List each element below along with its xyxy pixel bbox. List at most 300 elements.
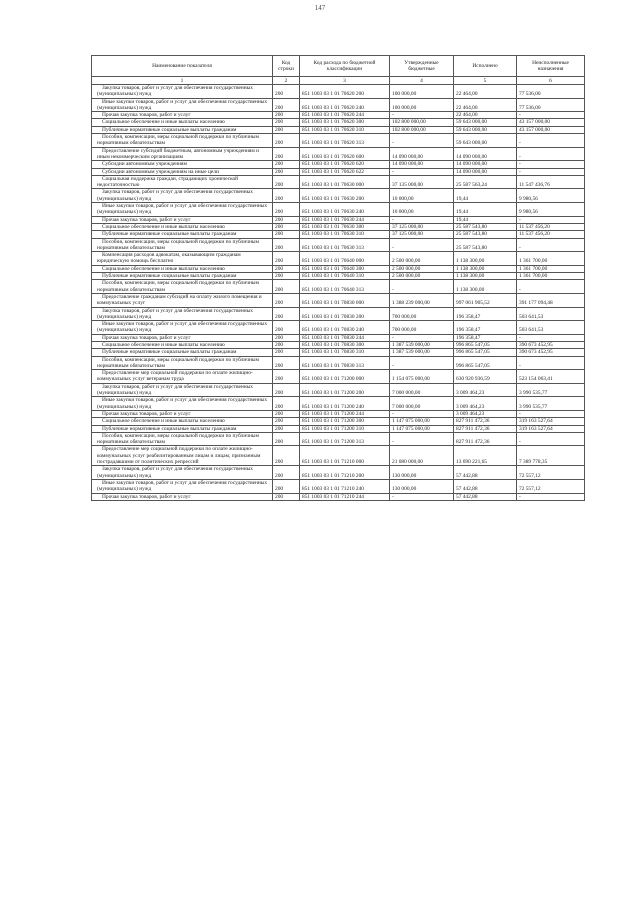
row-code: 200 [273,216,300,223]
expense-code: 851 1003 03 1 01 70630 000 [300,175,390,189]
row-name-cell [92,356,273,370]
expense-code: 851 1003 03 1 01 70620 600 [300,147,390,161]
executed-amount: 13 690 221,65 [454,446,517,466]
column-number: 6 [517,77,585,85]
row-code: 200 [273,189,300,203]
expense-code: 851 1003 03 1 01 70630 240 [300,203,390,217]
table-row [92,161,585,168]
table-row [92,293,585,307]
row-code: 200 [273,112,300,119]
approved-amount: - [390,112,454,119]
table-row [92,98,585,112]
row-name: Субсидии автономным учреждениям на иные цели [102,168,219,175]
table-row [92,466,585,480]
unexecuted-amount: 11 537 456,20 [517,231,585,238]
executed-amount: 630 920 936,59 [454,370,517,384]
row-name-cell [92,134,273,148]
expense-code: 851 1003 03 1 01 70620 620 [300,161,390,168]
table-row [92,175,585,189]
row-code: 200 [273,231,300,238]
row-name-cell [92,85,273,99]
approved-amount: 2 500 000,00 [390,265,454,272]
approved-amount: 1 388 239 000,00 [390,293,454,307]
approved-amount: - [390,356,454,370]
row-name-cell [92,203,273,217]
budget-execution-table [91,55,585,501]
row-name: Социальное обеспечение и иные выплаты населению [102,265,225,272]
expense-code: 851 1003 03 1 01 71200 200 [300,383,390,397]
expense-code: 851 1003 03 1 01 70620 240 [300,98,390,112]
approved-amount: 102 800 000,00 [390,126,454,133]
row-name: Публичные нормативные социальные выплаты гражданам [102,349,237,356]
executed-amount: 19,44 [454,203,517,217]
approved-amount: 102 800 000,00 [390,119,454,126]
row-name: Публичные нормативные социальные выплаты гражданам [102,126,237,133]
table-row [92,418,585,425]
approved-amount: 100 000,00 [390,85,454,99]
unexecuted-amount: 3 990 535,77 [517,383,585,397]
row-name-cell [92,425,273,432]
approved-amount: 700 000,00 [390,307,454,321]
row-name: Публичные нормативные социальные выплаты гражданам [102,425,237,432]
row-code: 200 [273,370,300,384]
expense-code: 851 1003 03 1 01 70620 622 [300,168,390,175]
executed-amount: 996 865 547,05 [454,341,517,348]
table-row [92,410,585,417]
table-row [92,231,585,238]
row-code: 200 [273,265,300,272]
approved-amount: 10 000,00 [390,203,454,217]
row-name: Прочая закупка товаров, работ и услуг [102,493,191,500]
expense-code: 851 1003 03 1 01 70830 200 [300,307,390,321]
row-name: Закупка товаров, работ и услуг для обеспечения государственных (муниципальных) нужд [97,189,253,202]
row-name: Социальная поддержка граждан, страдающих хронической недостаточностью [97,175,239,189]
row-code: 200 [273,252,300,266]
unexecuted-amount: 9 980,56 [517,203,585,217]
table-row [92,203,585,217]
expense-code: 851 1003 03 1 01 70640 310 [300,273,390,280]
unexecuted-amount: 391 177 094,48 [517,293,585,307]
row-name-cell [92,334,273,341]
row-name-cell [92,175,273,189]
executed-amount: 1 138 300,00 [454,252,517,266]
row-name-cell [92,280,273,294]
table-row [92,265,585,272]
row-name-cell [92,410,273,417]
approved-amount: 7 000 000,00 [390,397,454,411]
expense-code: 851 1003 03 1 01 71210 200 [300,466,390,480]
approved-amount: 1 147 075 000,00 [390,425,454,432]
row-code: 200 [273,119,300,126]
executed-amount: 57 442,88 [454,493,517,500]
unexecuted-amount: - [517,112,585,119]
executed-amount: 14 090 000,00 [454,147,517,161]
row-name-cell [92,98,273,112]
table-row [92,85,585,99]
row-name: Закупка товаров, работ и услуг для обеспечения государственных (муниципальных) нужд [97,307,253,320]
table-row [92,479,585,493]
executed-amount: 59 643 000,00 [454,119,517,126]
approved-amount: - [390,334,454,341]
row-name-cell [92,446,273,466]
approved-amount: 1 147 075 000,00 [390,418,454,425]
approved-amount: 100 000,00 [390,98,454,112]
expense-code: 851 1003 03 1 01 71200 240 [300,397,390,411]
row-name: Пособия, компенсации, меры социальной поддержки по публичным нормативным обязательствам [97,134,259,147]
unexecuted-amount: 43 157 000,00 [517,126,585,133]
table-row [92,189,585,203]
unexecuted-amount: 319 163 527,64 [517,418,585,425]
approved-amount: 1 387 539 000,00 [390,341,454,348]
executed-amount: 25 587 563,24 [454,175,517,189]
row-name-cell [92,168,273,175]
row-name: Публичные нормативные социальные выплаты гражданам [102,231,237,238]
row-code: 200 [273,203,300,217]
executed-amount: 57 442,88 [454,479,517,493]
row-name-cell [92,231,273,238]
table-row [92,112,585,119]
row-name-cell [92,370,273,384]
approved-amount: 10 000,00 [390,189,454,203]
table-row [92,252,585,266]
row-name-cell [92,493,273,500]
approved-amount: 130 000,00 [390,466,454,480]
unexecuted-amount: - [517,334,585,341]
executed-amount: 25 587 543,80 [454,223,517,230]
row-name: Прочая закупка товаров, работ и услуг [102,334,191,341]
header-executed: Исполнено [454,56,517,77]
row-name-cell [92,216,273,223]
expense-code: 851 1003 03 1 01 70620 313 [300,134,390,148]
table-row [92,147,585,161]
unexecuted-amount: 11 547 436,76 [517,175,585,189]
row-code: 200 [273,98,300,112]
expense-code: 851 1003 03 1 01 71200 000 [300,370,390,384]
unexecuted-amount: - [517,147,585,161]
unexecuted-amount: 72 557,12 [517,466,585,480]
unexecuted-amount: 7 389 778,35 [517,446,585,466]
row-code: 200 [273,446,300,466]
table-row [92,432,585,446]
column-number: 3 [300,77,390,85]
unexecuted-amount: - [517,493,585,500]
approved-amount: 1 387 539 000,00 [390,349,454,356]
row-name-cell [92,147,273,161]
expense-code: 851 1003 03 1 01 71210 244 [300,493,390,500]
header-row-code: Код строки [273,56,300,77]
unexecuted-amount: 3 990 535,77 [517,397,585,411]
row-name: Пособия, компенсации, меры социальной поддержки по публичным нормативным обязательствам [97,356,259,369]
unexecuted-amount: - [517,168,585,175]
approved-amount: 37 135 000,00 [390,175,454,189]
approved-amount: - [390,238,454,252]
approved-amount: - [390,432,454,446]
unexecuted-amount: 523 154 063,41 [517,370,585,384]
approved-amount: - [390,134,454,148]
expense-code: 851 1003 03 1 01 70620 244 [300,112,390,119]
row-name-cell [92,238,273,252]
row-name-cell [92,397,273,411]
row-code: 200 [273,418,300,425]
unexecuted-amount: 390 673 452,95 [517,349,585,356]
row-code: 200 [273,293,300,307]
unexecuted-amount: 11 537 456,20 [517,223,585,230]
row-code: 200 [273,397,300,411]
table-row [92,383,585,397]
row-name: Социальное обеспечение и иные выплаты населению [102,119,225,126]
expense-code: 851 1003 03 1 01 70630 310 [300,231,390,238]
executed-amount: 3 009 464,23 [454,397,517,411]
unexecuted-amount: 503 641,53 [517,321,585,335]
row-name-cell [92,161,273,168]
row-name-cell [92,252,273,266]
row-name-cell [92,293,273,307]
executed-amount: 19,44 [454,189,517,203]
row-name-cell [92,112,273,119]
unexecuted-amount: 77 536,00 [517,85,585,99]
table-row [92,307,585,321]
expense-code: 851 1003 03 1 01 70620 300 [300,119,390,126]
approved-amount: 37 125 000,00 [390,223,454,230]
approved-amount: 700 000,00 [390,321,454,335]
approved-amount: 37 125 000,00 [390,231,454,238]
expense-code: 851 1003 03 1 01 70830 244 [300,334,390,341]
row-code: 200 [273,307,300,321]
table-row [92,341,585,348]
row-name: Предоставление субсидий бюджетным, автономным учреждениям и иным некоммерческим организациям [97,147,260,160]
row-code: 200 [273,341,300,348]
header-name: Наименование показателя [92,56,273,77]
executed-amount: 14 090 000,00 [454,161,517,168]
row-name-cell [92,119,273,126]
row-name: Иные закупки товаров, работ и услуг для обеспечения государственных (муниципальных) нужд [97,321,268,334]
header-unexecuted: Неисполненные назначения [517,56,585,77]
unexecuted-amount: - [517,280,585,294]
table-row [92,134,585,148]
executed-amount: 996 865 547,05 [454,349,517,356]
approved-amount: 1 154 075 000,00 [390,370,454,384]
expense-code: 851 1003 03 1 01 71200 300 [300,418,390,425]
row-name-cell [92,223,273,230]
executed-amount: 827 911 472,36 [454,425,517,432]
row-name-cell [92,321,273,335]
executed-amount: 196 358,47 [454,321,517,335]
expense-code: 851 1003 03 1 01 71210 240 [300,479,390,493]
row-code: 200 [273,493,300,500]
executed-amount: 22 464,00 [454,85,517,99]
approved-amount: - [390,493,454,500]
row-code: 200 [273,161,300,168]
unexecuted-amount: - [517,161,585,168]
row-name: Социальное обеспечение и иные выплаты населению [102,418,225,425]
row-name-cell [92,341,273,348]
unexecuted-amount: - [517,216,585,223]
row-name: Компенсация расходов адвокатам, оказывающим гражданам юридическую помощь бесплатно [97,252,241,265]
expense-code: 851 1003 03 1 01 70630 244 [300,216,390,223]
approved-amount: 21 080 000,00 [390,446,454,466]
table-row [92,238,585,252]
table-row [92,280,585,294]
row-name: Закупка товаров, работ и услуг для обеспечения государственных (муниципальных) нужд [97,383,253,397]
expense-code: 851 1003 03 1 01 70830 313 [300,356,390,370]
table-row [92,349,585,356]
executed-amount: 3 009 464,23 [454,410,517,417]
row-name-cell [92,307,273,321]
row-name-cell [92,479,273,493]
row-name-cell [92,126,273,133]
row-code: 200 [273,466,300,480]
row-code: 200 [273,147,300,161]
column-number-row [92,77,585,85]
executed-amount: 996 865 547,05 [454,356,517,370]
approved-amount: 14 090 000,00 [390,161,454,168]
column-number: 1 [92,77,273,85]
row-name-cell [92,265,273,272]
row-code: 200 [273,432,300,446]
table-row [92,126,585,133]
unexecuted-amount: - [517,410,585,417]
executed-amount: 25 587 543,80 [454,238,517,252]
table-row [92,273,585,280]
row-name: Прочая закупка товаров, работ и услуг [102,216,191,223]
expense-code: 851 1003 03 1 01 70640 000 [300,252,390,266]
executed-amount: 196 358,47 [454,334,517,341]
row-code: 200 [273,223,300,230]
row-code: 200 [273,479,300,493]
table-body [92,85,585,501]
expense-code: 851 1003 03 1 01 70630 200 [300,189,390,203]
row-name: Предоставление мер социальной поддержки по оплате жилищно-коммунальных услуг реабилитированным лицам и лицам, признанным пострадавшими от политических репрессий [97,446,261,466]
expense-code: 851 1003 03 1 01 70620 310 [300,126,390,133]
executed-amount: 1 138 300,00 [454,265,517,272]
expense-code: 851 1003 03 1 01 70830 240 [300,321,390,335]
expense-code: 851 1003 03 1 01 70830 300 [300,341,390,348]
row-name-cell [92,466,273,480]
row-code: 200 [273,334,300,341]
row-code: 200 [273,383,300,397]
row-name: Пособия, компенсации, меры социальной поддержки по публичным нормативным обязательствам [97,238,259,251]
table-row [92,168,585,175]
row-name: Закупка товаров, работ и услуг для обеспечения государственных (муниципальных) нужд [97,466,253,479]
unexecuted-amount: 319 163 527,64 [517,425,585,432]
row-name: Иные закупки товаров, работ и услуг для обеспечения государственных (муниципальных) нужд [97,397,268,410]
approved-amount: 14 090 000,00 [390,147,454,161]
row-name-cell [92,432,273,446]
row-code: 200 [273,321,300,335]
unexecuted-amount: - [517,238,585,252]
row-code: 200 [273,273,300,280]
approved-amount: - [390,168,454,175]
expense-code: 851 1003 03 1 01 71200 313 [300,432,390,446]
column-number: 4 [390,77,454,85]
approved-amount: 7 000 000,00 [390,383,454,397]
header-approved: Утвержденные бюджетные [390,56,454,77]
table-row [92,397,585,411]
row-name-cell [92,418,273,425]
row-code: 200 [273,425,300,432]
unexecuted-amount: 503 641,53 [517,307,585,321]
row-name: Социальное обеспечение и иные выплаты населению [102,341,225,348]
table-row [92,334,585,341]
executed-amount: 827 911 472,36 [454,418,517,425]
expense-code: 851 1003 03 1 01 70640 300 [300,265,390,272]
approved-amount: 2 500 000,00 [390,252,454,266]
expense-code: 851 1003 03 1 01 70630 300 [300,223,390,230]
expense-code: 851 1003 03 1 01 71210 000 [300,446,390,466]
expense-code: 851 1003 03 1 01 70830 000 [300,293,390,307]
expense-code: 851 1003 03 1 01 70630 313 [300,238,390,252]
row-code: 200 [273,175,300,189]
unexecuted-amount: 390 673 452,95 [517,341,585,348]
row-name: Пособия, компенсации, меры социальной поддержки по публичным нормативным обязательствам [97,280,259,293]
row-name: Социальное обеспечение и иные выплаты населению [102,223,225,230]
expense-code: 851 1003 03 1 01 70620 200 [300,85,390,99]
executed-amount: 59 643 000,00 [454,134,517,148]
unexecuted-amount: 9 980,56 [517,189,585,203]
executed-amount: 3 009 464,23 [454,383,517,397]
column-number: 2 [273,77,300,85]
executed-amount: 19,44 [454,216,517,223]
unexecuted-amount: 1 361 700,00 [517,273,585,280]
unexecuted-amount: 1 361 700,00 [517,252,585,266]
header-expense-code: Код расхода по бюджетной классификации [300,56,390,77]
row-name-cell [92,349,273,356]
unexecuted-amount: 1 361 700,00 [517,265,585,272]
table-row [92,425,585,432]
table-row [92,493,585,500]
approved-amount: 130 000,00 [390,479,454,493]
unexecuted-amount: - [517,356,585,370]
row-code: 200 [273,85,300,99]
executed-amount: 22 464,00 [454,98,517,112]
page-number: 147 [314,4,326,12]
executed-amount: 22 464,00 [454,112,517,119]
expense-code: 851 1003 03 1 01 70830 310 [300,349,390,356]
row-name-cell [92,189,273,203]
expense-code: 851 1003 03 1 01 71200 310 [300,425,390,432]
approved-amount: - [390,410,454,417]
row-code: 200 [273,410,300,417]
unexecuted-amount: 72 557,12 [517,479,585,493]
row-name: Иные закупки товаров, работ и услуг для обеспечения государственных (муниципальных) нужд [97,98,268,111]
executed-amount: 1 138 300,00 [454,273,517,280]
row-code: 200 [273,356,300,370]
row-name: Публичные нормативные социальные выплаты гражданам [102,273,237,280]
row-name: Иные закупки товаров, работ и услуг для обеспечения государственных (муниципальных) нужд [97,479,268,493]
executed-amount: 57 442,88 [454,466,517,480]
row-name: Прочая закупка товаров, работ и услуг [102,410,191,417]
row-code: 200 [273,168,300,175]
expense-code: 851 1003 03 1 01 71200 244 [300,410,390,417]
executed-amount: 59 643 000,00 [454,126,517,133]
row-name: Прочая закупка товаров, работ и услуг [102,112,191,119]
unexecuted-amount: 77 536,00 [517,98,585,112]
unexecuted-amount: - [517,134,585,148]
table-row [92,356,585,370]
table-row [92,321,585,335]
executed-amount: 25 587 543,80 [454,231,517,238]
row-name: Субсидии автономным учреждениям [102,161,187,168]
approved-amount: - [390,216,454,223]
row-code: 200 [273,280,300,294]
table-row [92,216,585,223]
table-row [92,119,585,126]
row-code: 200 [273,238,300,252]
expense-code: 851 1003 03 1 01 70640 313 [300,280,390,294]
unexecuted-amount: 43 157 000,00 [517,119,585,126]
executed-amount: 14 090 000,00 [454,168,517,175]
approved-amount: - [390,280,454,294]
